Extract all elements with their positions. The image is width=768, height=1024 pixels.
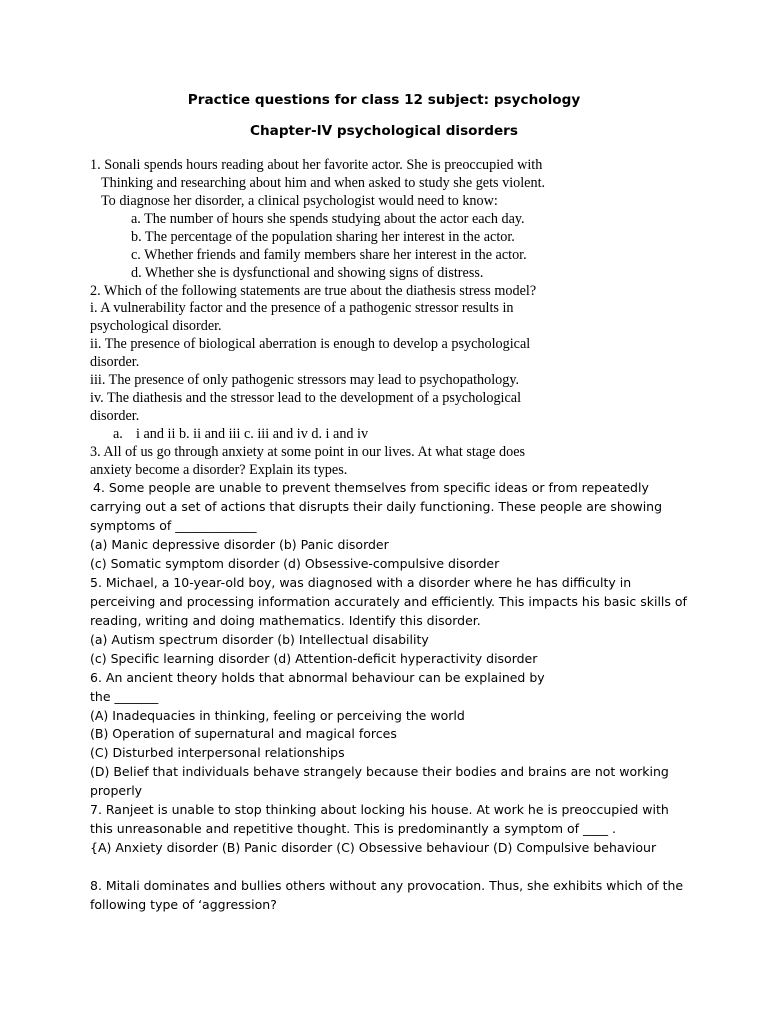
q6-option-d-line-1: (D) Belief that individuals behave strangely because their bodies and brains are not working [90,764,669,779]
q8-line-1: 8. Mitali dominates and bullies others without any provocation. Thus, she exhibits which of the [90,878,684,893]
q6-option-b: (B) Operation of supernatural and magical forces [90,726,397,741]
q2-statement-iv-line-1: iv. The diathesis and the stressor lead to the development of a psychological [90,390,522,406]
q4-line-3: symptoms of _____________ [90,518,257,533]
q2-statement-i-line-2: psychological disorder. [90,318,222,334]
q1-line-3: To diagnose her disorder, a clinical psychologist would need to know: [101,193,498,209]
q1-option-a: a. The number of hours she spends studying about the actor each day. [131,211,525,227]
q1-line-2: Thinking and researching about him and when asked to study she gets violent. [101,175,546,191]
q2-option-marker: a. [113,426,123,442]
q2-statement-iii: iii. The presence of only pathogenic stressors may lead to psychopathology. [90,372,520,388]
q2-stem: 2. Which of the following statements are true about the diathesis stress model? [90,283,537,299]
q3-line-1: 3. All of us go through anxiety at some point in our lives. At what stage does [90,444,526,460]
q2-statement-ii-line-1: ii. The presence of biological aberration is enough to develop a psychological [90,336,531,352]
q1-line-1: 1. Sonali spends hours reading about her favorite actor. She is preoccupied with [90,157,543,173]
q7-options: {A) Anxiety disorder (B) Panic disorder (C) Obsessive behaviour (D) Compulsive behaviour [90,840,657,855]
q1-option-d: d. Whether she is dysfunctional and showing signs of distress. [131,265,484,281]
q1-option-b: b. The percentage of the population sharing her interest in the actor. [131,229,515,245]
q2-statement-i-line-1: i. A vulnerability factor and the presence of a pathogenic stressor results in [90,300,514,316]
q1-option-c: c. Whether friends and family members share her interest in the actor. [131,247,527,263]
q4-options-2: (c) Somatic symptom disorder (d) Obsessive-compulsive disorder [90,556,500,571]
q3-line-2: anxiety become a disorder? Explain its types. [90,462,348,478]
q6-option-d-line-2: properly [90,783,143,798]
q2-statement-iv-line-2: disorder. [90,408,140,424]
q6-option-a: (A) Inadequacies in thinking, feeling or perceiving the world [90,708,465,723]
q6-option-c: (C) Disturbed interpersonal relationships [90,745,345,760]
q5-line-2: perceiving and processing information accurately and efficiently. This impacts his basic skills of [90,594,687,609]
q6-line-1: 6. An ancient theory holds that abnormal behaviour can be explained by [90,670,545,685]
page-title: Practice questions for class 12 subject: psychology [187,92,581,108]
q4-line-2: carrying out a set of actions that disrupts their daily functioning. These people are showing [90,499,663,514]
q4-options-1: (a) Manic depressive disorder (b) Panic disorder [90,537,389,552]
q7-line-2: this unreasonable and repetitive thought. This is predominantly a symptom of ____ . [90,821,617,836]
q2-statement-ii-line-2: disorder. [90,354,140,370]
q8-line-2: following type of ‘aggression? [90,897,277,912]
q5-line-3: reading, writing and doing mathematics. Identify this disorder. [90,613,481,628]
q5-options-2: (c) Specific learning disorder (d) Attention-deficit hyperactivity disorder [90,651,538,666]
q5-options-1: (a) Autism spectrum disorder (b) Intellectual disability [90,632,429,647]
q5-line-1: 5. Michael, a 10-year-old boy, was diagnosed with a disorder where he has difficulty in [90,575,632,590]
q4-line-1: 4. Some people are unable to prevent themselves from specific ideas or from repeatedly [93,480,649,495]
q6-line-2: the _______ [90,689,159,704]
q2-options: i and ii b. ii and iii c. iii and iv d. i and iv [136,426,369,442]
q7-line-1: 7. Ranjeet is unable to stop thinking about locking his house. At work he is preoccupied with [90,802,669,817]
chapter-title: Chapter-IV psychological disorders [250,123,518,139]
